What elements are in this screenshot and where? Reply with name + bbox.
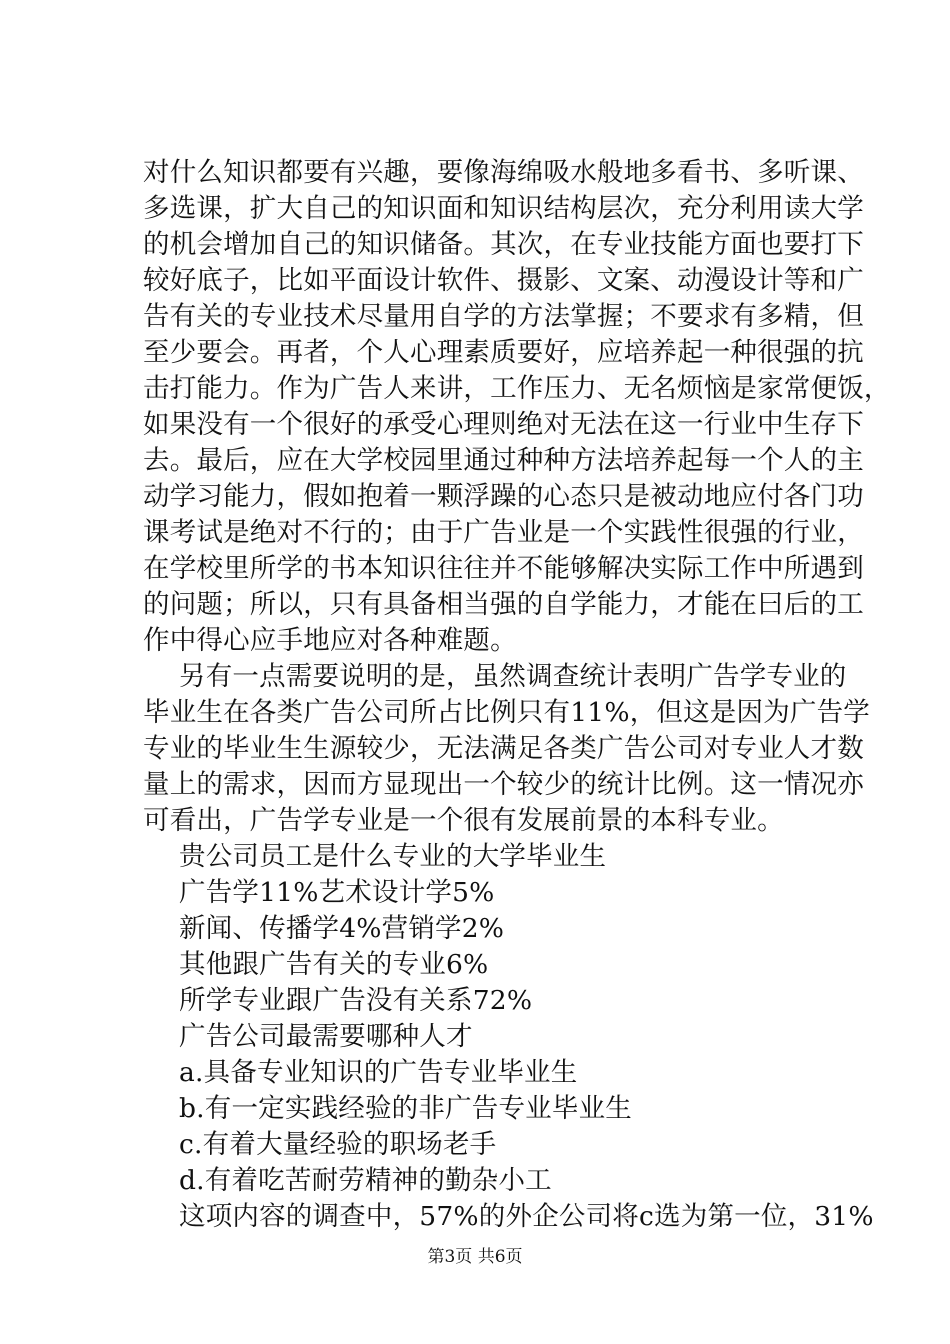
paragraph-line: 量上的需求，因而方显现出一个较少的统计比例。这一情况亦 [143,769,864,800]
survey-option: c.有着大量经验的职场老手 [179,1129,497,1160]
survey-question: 广告公司最需要哪种人才 [179,1021,473,1052]
paragraph-line: 去。最后，应在大学校园里通过种种方法培养起每一个人的主 [143,445,864,476]
survey-result: 其他跟广告有关的专业6% [179,949,489,980]
paragraph-line: 告有关的专业技术尽量用自学的方法掌握；不要求有多精，但 [143,301,864,332]
paragraph-line: 的机会增加自己的知识储备。其次，在专业技能方面也要打下 [143,229,864,260]
paragraph-line: 课考试是绝对不行的；由于广告业是一个实践性很强的行业， [143,517,864,548]
survey-option: a.具备专业知识的广告专业毕业生 [179,1057,578,1088]
survey-option: d.有着吃苦耐劳精神的勤杂小工 [179,1165,552,1196]
paragraph-line: 可看出，广告学专业是一个很有发展前景的本科专业。 [143,805,784,836]
survey-question: 贵公司员工是什么专业的大学毕业生 [179,841,607,872]
survey-option: b.有一定实践经验的非广告专业毕业生 [179,1093,632,1124]
paragraph-line: 击打能力。作为广告人来讲，工作压力、无名烦恼是家常便饭， [143,373,891,404]
paragraph-line: 这项内容的调查中，57%的外企公司将c选为第一位，31% [179,1201,874,1232]
paragraph-line: 另有一点需要说明的是，虽然调查统计表明广告学专业的 [179,661,847,692]
paragraph-line: 专业的毕业生生源较少，无法满足各类广告公司对专业人才数 [143,733,864,764]
page-number-footer: 第3页 共6页 [427,1247,523,1267]
survey-result: 所学专业跟广告没有关系72% [179,985,533,1016]
paragraph-line: 的问题；所以，只有具备相当强的自学能力，才能在曰后的工 [143,589,864,620]
survey-result: 新闻、传播学4%营销学2% [179,913,505,944]
paragraph-line: 动学习能力，假如抱着一颗浮躁的心态只是被动地应付各门功 [143,481,864,512]
paragraph-line: 较好底子，比如平面设计软件、摄影、文案、动漫设计等和广 [143,265,864,296]
paragraph-line: 至少要会。再者，个人心理素质要好，应培养起一种很强的抗 [143,337,864,368]
paragraph-line: 在学校里所学的书本知识往往并不能够解决实际工作中所遇到 [143,553,864,584]
paragraph-line: 如果没有一个很好的承受心理则绝对无法在这一行业中生存下 [143,409,864,440]
paragraph-line: 作中得心应手地应对各种难题。 [143,625,517,656]
paragraph-line: 多选课，扩大自己的知识面和知识结构层次，充分利用读大学 [143,193,864,224]
paragraph-line: 毕业生在各类广告公司所占比例只有11%，但这是因为广告学 [143,697,870,728]
paragraph-line: 对什么知识都要有兴趣，要像海绵吸水般地多看书、多听课、 [143,157,864,188]
survey-result: 广告学11%艺术设计学5% [179,877,495,908]
